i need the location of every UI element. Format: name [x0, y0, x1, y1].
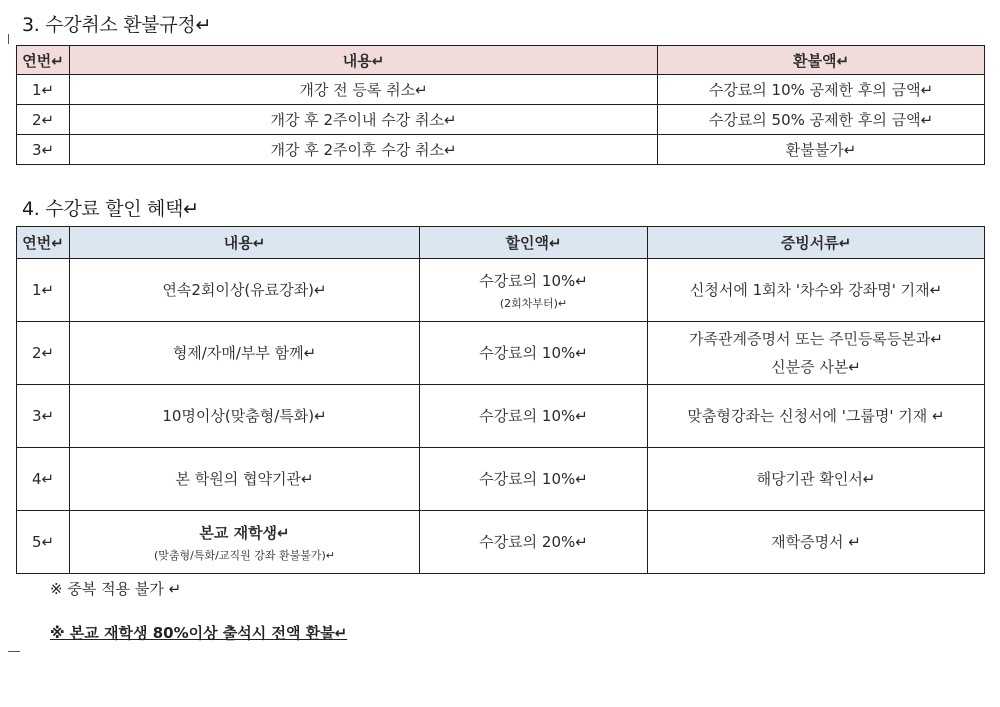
table-header-row	[17, 227, 985, 259]
cursor-mark	[8, 34, 9, 44]
table-row	[17, 448, 985, 511]
row-docs: 신청서에 1회차 '차수와 강좌명' 기재↵	[648, 259, 985, 322]
row-discount: 수강료의 20%↵	[420, 511, 648, 574]
row-content: 10명이상(맞춤형/특화)↵	[70, 385, 420, 448]
table-row	[17, 511, 985, 574]
discount-value: 수강료의 10%↵	[479, 272, 588, 290]
discount-table	[16, 226, 985, 574]
row-docs: 맞춤형강좌는 신청서에 '그룹명' 기재 ↵	[648, 385, 985, 448]
table-row	[17, 105, 985, 135]
row-no: 3↵	[17, 385, 70, 448]
header-discount: 할인액↵	[420, 227, 648, 259]
row-no: 4↵	[17, 448, 70, 511]
row-content: 개강 전 등록 취소↵	[70, 75, 658, 105]
row-refund: 수강료의 10% 공제한 후의 금액↵	[658, 75, 985, 105]
content-main: 본교 재학생↵	[199, 524, 290, 542]
section3-title: 3. 수강취소 환불규정↵	[22, 14, 212, 36]
header-content: 내용↵	[70, 46, 658, 75]
row-docs: 재학증명서 ↵	[648, 511, 985, 574]
table-row	[17, 75, 985, 105]
row-refund: 환불불가↵	[658, 135, 985, 165]
table-row	[17, 385, 985, 448]
header-docs: 증빙서류↵	[648, 227, 985, 259]
row-discount: 수강료의 10%↵	[420, 385, 648, 448]
note-no-duplicate: ※ 중복 적용 불가 ↵	[50, 580, 182, 598]
row-no: 2↵	[17, 322, 70, 385]
cursor-mark	[8, 651, 20, 652]
refund-policy-table	[16, 45, 985, 165]
header-refund: 환불액↵	[658, 46, 985, 75]
content-note: (맞춤형/특화/교직원 강좌 환불불가)↵	[154, 549, 335, 562]
table-row	[17, 259, 985, 322]
row-content: 형제/자매/부부 함께↵	[70, 322, 420, 385]
row-docs: 해당기관 확인서↵	[648, 448, 985, 511]
row-discount: 수강료의 10%↵	[420, 322, 648, 385]
table-header-row	[17, 46, 985, 75]
header-no: 연번↵	[17, 227, 70, 259]
row-docs	[648, 322, 985, 385]
header-no: 연번↵	[17, 46, 70, 75]
header-content: 내용↵	[70, 227, 420, 259]
docs-line1: 가족관계증명서 또는 주민등록등본과↵	[689, 330, 943, 348]
row-discount: 수강료의 10%↵	[420, 448, 648, 511]
row-content	[70, 511, 420, 574]
discount-note: (2회차부터)↵	[499, 297, 568, 310]
section4-title: 4. 수강료 할인 혜택↵	[22, 198, 199, 220]
table-row	[17, 135, 985, 165]
row-no: 1↵	[17, 75, 70, 105]
row-discount	[420, 259, 648, 322]
docs-line2: 신분증 사본↵	[771, 358, 861, 376]
row-no: 3↵	[17, 135, 70, 165]
row-refund: 수강료의 50% 공제한 후의 금액↵	[658, 105, 985, 135]
row-content: 본 학원의 협약기관↵	[70, 448, 420, 511]
row-no: 5↵	[17, 511, 70, 574]
row-content: 개강 후 2주이내 수강 취소↵	[70, 105, 658, 135]
row-no: 1↵	[17, 259, 70, 322]
table-row	[17, 322, 985, 385]
row-no: 2↵	[17, 105, 70, 135]
note-full-refund: ※ 본교 재학생 80%이상 출석시 전액 환불↵	[50, 624, 348, 642]
row-content: 개강 후 2주이후 수강 취소↵	[70, 135, 658, 165]
row-content: 연속2회이상(유료강좌)↵	[70, 259, 420, 322]
